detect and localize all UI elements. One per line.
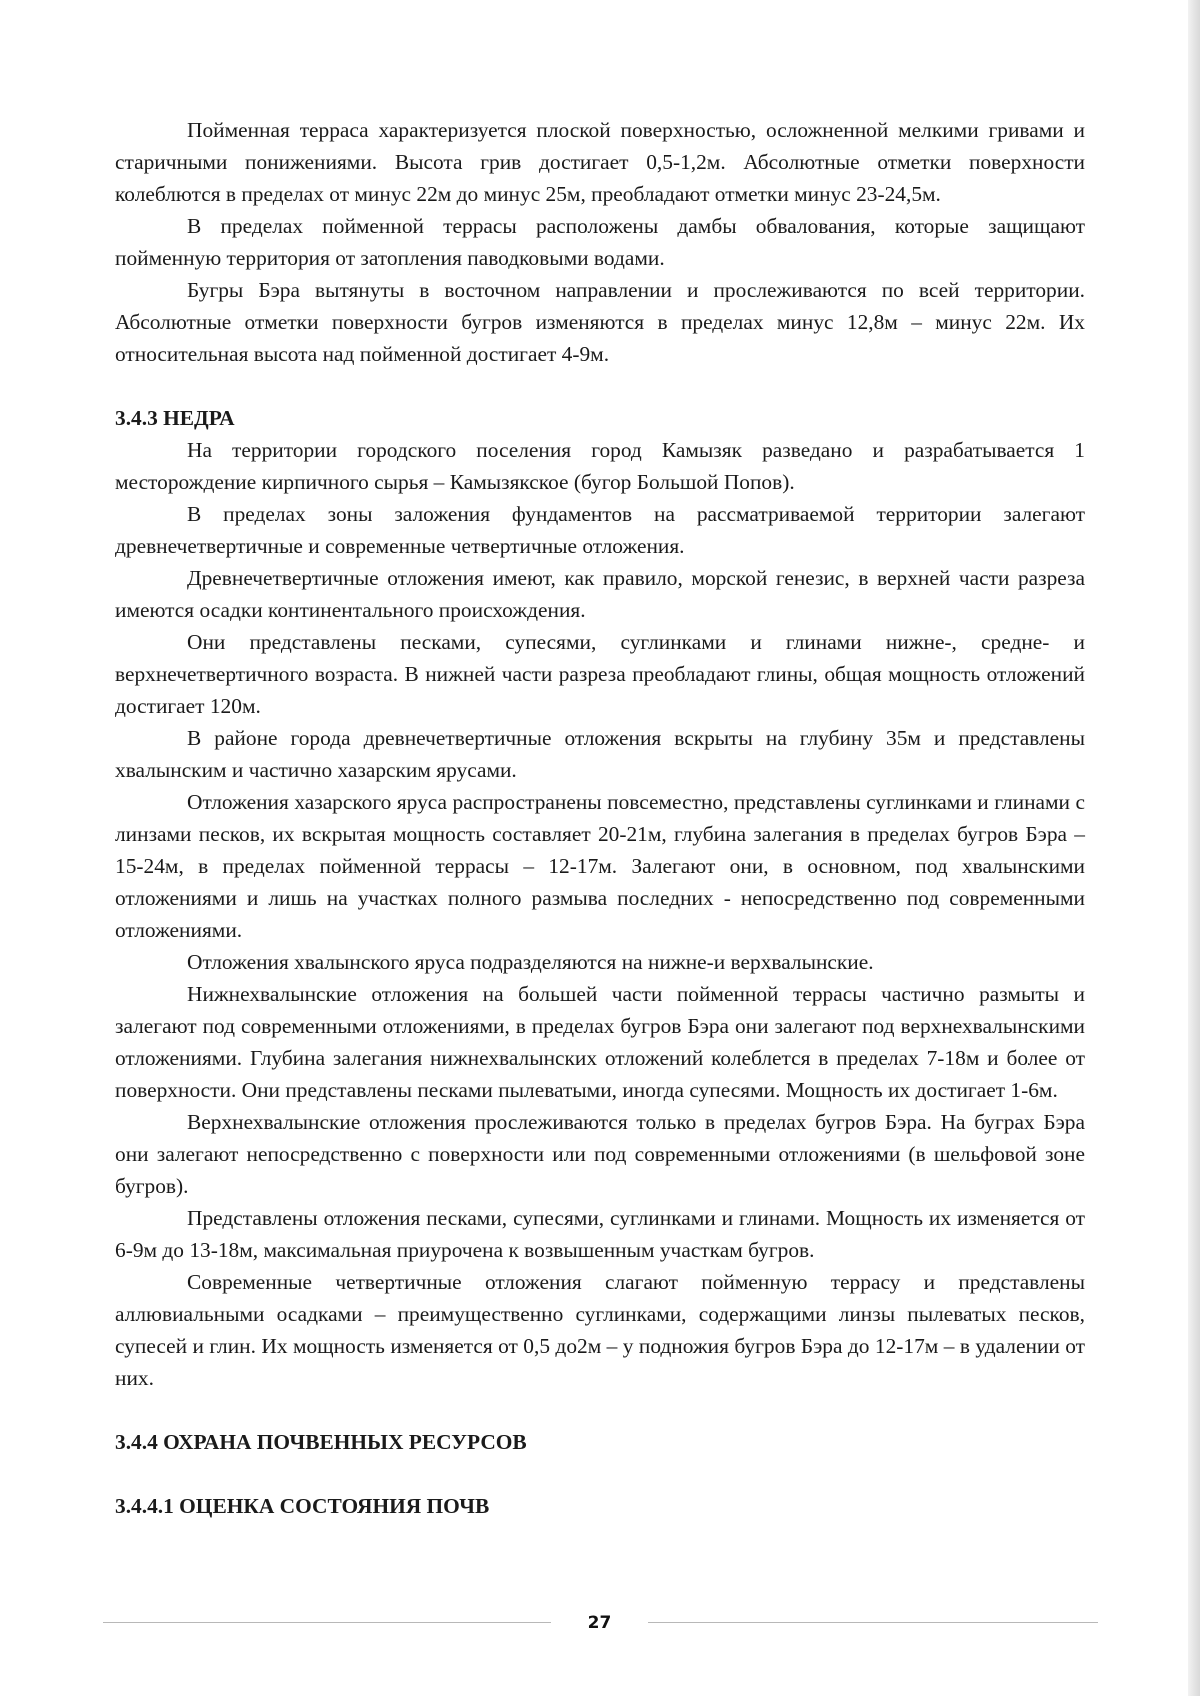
section-heading-soil-protection: 3.4.4 ОХРАНА ПОЧВЕННЫХ РЕСУРСОВ xyxy=(115,1430,527,1454)
page-number: 27 xyxy=(587,1613,612,1633)
paragraph: Нижнехвалынские отложения на большей части пойменной террасы частично размыты и залегают под современными отложениями, в пределах бугров Бэра они залегают под верхнехвалынскими отложениями. Глубина залегания нижнехвалынских отложений колеблется в пределах 7-18м и более от поверхности. Они представлены песками пылеватыми, иногда супесями. Мощность их достигает 1-6м. xyxy=(115,982,1085,1102)
document-body xyxy=(115,114,1085,1522)
paragraph: Верхнехвалынские отложения прослеживаются только в пределах бугров Бэра. На буграх Бэра они залегают непосредственно с поверхности или под современными отложениями (в шельфовой зоне бугров). xyxy=(115,1110,1085,1198)
section-heading-nedra: 3.4.3 НЕДРА xyxy=(115,406,235,430)
paragraph: Они представлены песками, супесями, суглинками и глинами нижне-, средне- и верхнечетвертичного возраста. В нижней части разреза преобладают глины, общая мощность отложений достигает 120м. xyxy=(115,630,1085,718)
footer-rule-left xyxy=(103,1622,551,1623)
subsection-heading-soil-assessment: 3.4.4.1 ОЦЕНКА СОСТОЯНИЯ ПОЧВ xyxy=(115,1494,490,1518)
paragraph: Бугры Бэра вытянуты в восточном направлении и прослеживаются по всей территории. Абсолютные отметки поверхности бугров изменяются в пределах минус 12,8м – минус 22м. Их относительная высота над пойменной достигает 4-9м. xyxy=(115,278,1085,366)
paragraph: Современные четвертичные отложения слагают пойменную террасу и представлены аллювиальными осадками – преимущественно суглинками, содержащими линзы пылеватых песков, супесей и глин. Их мощность изменяется от 0,5 до2м – у подножия бугров Бэра до 12-17м – в удалении от них. xyxy=(115,1270,1085,1390)
page-footer xyxy=(103,1608,1098,1638)
paragraph: Пойменная терраса характеризуется плоской поверхностью, осложненной мелкими гривами и старичными понижениями. Высота грив достигает 0,5-1,2м. Абсолютные отметки поверхности колеблются в пределах от минус 22м до минус 25м, преобладают отметки минус 23-24,5м. xyxy=(115,118,1085,206)
paragraph: Представлены отложения песками, супесями, суглинками и глинами. Мощность их изменяется от 6-9м до 13-18м, максимальная приурочена к возвышенным участкам бугров. xyxy=(115,1206,1085,1262)
paragraph: В пределах пойменной террасы расположены дамбы обвалования, которые защищают пойменную территория от затопления паводковыми водами. xyxy=(115,214,1085,270)
page-edge xyxy=(1188,0,1200,1696)
paragraph: Отложения хвалынского яруса подразделяются на нижне-и верхвалынские. xyxy=(187,950,874,974)
footer-rule-right xyxy=(648,1622,1098,1623)
paragraph: В пределах зоны заложения фундаментов на рассматриваемой территории залегают древнечетвертичные и современные четвертичные отложения. xyxy=(115,502,1085,558)
paragraph: Древнечетвертичные отложения имеют, как правило, морской генезис, в верхней части разреза имеются осадки континентального происхождения. xyxy=(115,566,1085,622)
paragraph: В районе города древнечетвертичные отложения вскрыты на глубину 35м и представлены хвалынским и частично хазарским ярусами. xyxy=(115,726,1085,782)
paragraph: На территории городского поселения город Камызяк разведано и разрабатывается 1 месторождение кирпичного сырья – Камызякское (бугор Большой Попов). xyxy=(115,438,1085,494)
paragraph: Отложения хазарского яруса распространены повсеместно, представлены суглинками и глинами с линзами песков, их вскрытая мощность составляет 20-21м, глубина залегания в пределах бугров Бэра – 15-24м, в пределах пойменной террасы – 12-17м. Залегают они, в основном, под хвалынскими отложениями и лишь на участках полного размыва последних - непосредственно под современными отложениями. xyxy=(115,790,1085,942)
